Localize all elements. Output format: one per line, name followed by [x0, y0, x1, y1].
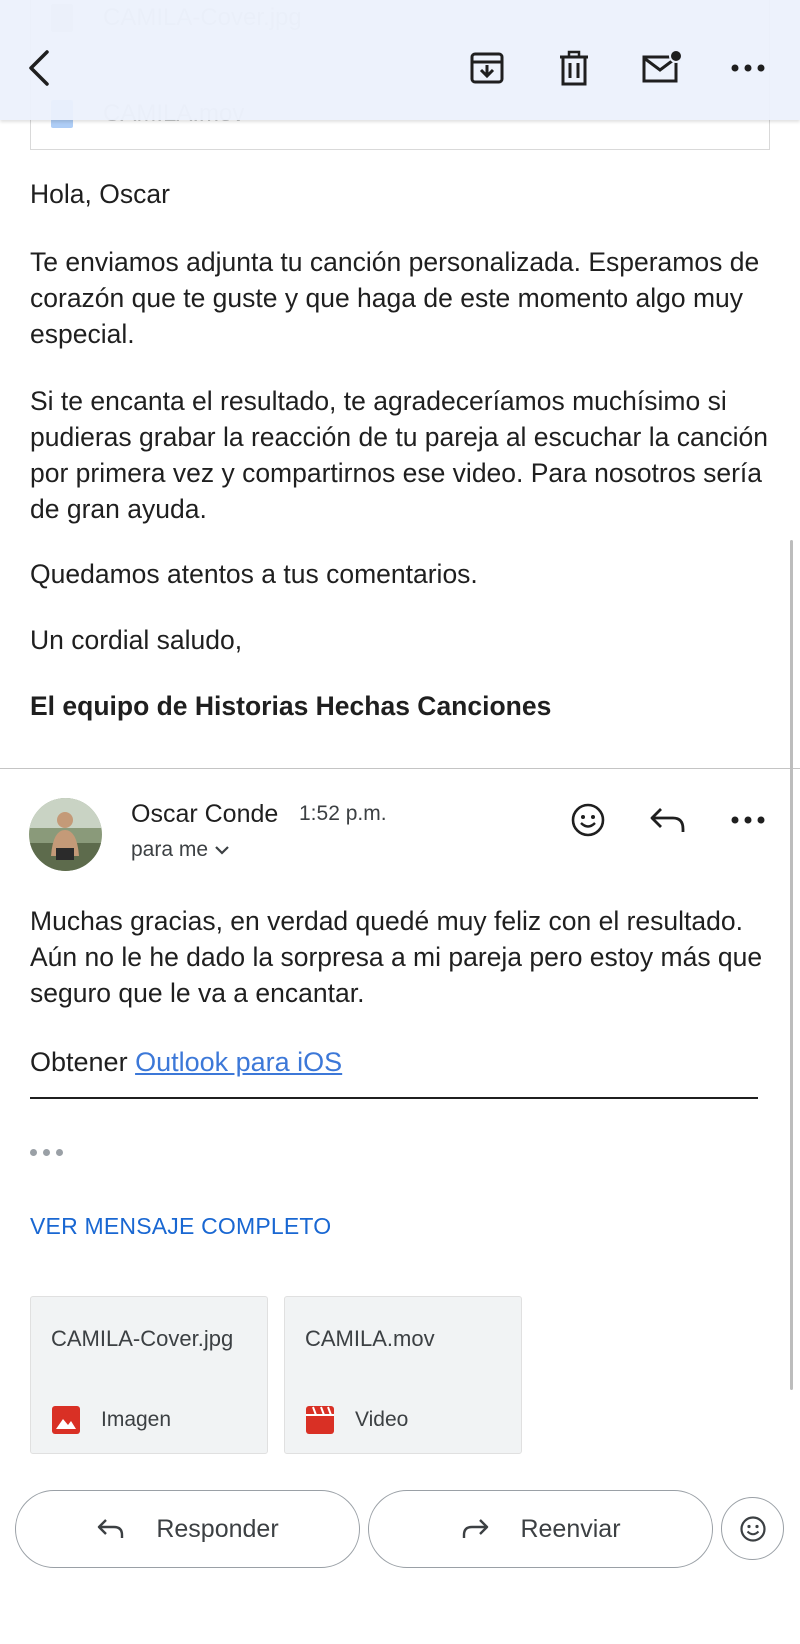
- add-reaction-button[interactable]: [560, 792, 616, 848]
- mark-unread-icon: [640, 48, 684, 88]
- top-toolbar: [0, 0, 800, 120]
- reply-action-button[interactable]: [15, 1490, 360, 1568]
- sender-avatar[interactable]: [29, 798, 102, 871]
- attachment-type-label: Imagen: [101, 1408, 172, 1431]
- delete-button[interactable]: [546, 40, 602, 96]
- more-options-button[interactable]: [720, 40, 776, 96]
- view-full-message-link[interactable]: VER MENSAJE COMPLETO: [30, 1213, 332, 1239]
- attachment-name: CAMILA-Cover.jpg: [51, 1326, 234, 1351]
- trash-icon: [554, 48, 594, 88]
- scrollbar[interactable]: [790, 540, 793, 1390]
- arrow-back-icon: [25, 48, 55, 88]
- forward-action-label: Reenviar: [520, 1514, 621, 1543]
- image-icon: [51, 1405, 81, 1435]
- emoji-icon: [570, 802, 606, 838]
- reply-action-label: Responder: [156, 1514, 279, 1543]
- signature-separator: [30, 1097, 758, 1099]
- email-signature: El equipo de Historias Hechas Canciones: [30, 691, 552, 721]
- email-paragraph: Te enviamos adjunta tu canción personalizada. Esperamos de corazón que te guste y que haga de este momento algo muy especial.: [30, 247, 760, 349]
- avatar-photo: [29, 798, 102, 871]
- outlook-promo: [30, 1047, 342, 1078]
- react-action-button[interactable]: [721, 1497, 784, 1560]
- video-icon: [305, 1405, 335, 1435]
- email-paragraph: Quedamos atentos a tus comentarios.: [30, 559, 478, 589]
- reply-icon: [96, 1517, 126, 1541]
- more-horizontal-icon: [730, 815, 766, 825]
- message-more-button[interactable]: [720, 792, 776, 848]
- forward-action-button[interactable]: [368, 1490, 713, 1568]
- attachment-card[interactable]: [30, 1296, 268, 1454]
- reply-icon: [649, 805, 687, 835]
- attachment-type: [51, 1405, 171, 1435]
- attachment-name: CAMILA.mov: [305, 1326, 435, 1351]
- chevron-down-icon: [214, 845, 230, 855]
- recipient-label: para me: [131, 838, 209, 861]
- reply-button[interactable]: [640, 792, 696, 848]
- attachment-type-label: Video: [355, 1408, 409, 1431]
- forward-icon: [460, 1517, 490, 1541]
- attachment-type: [305, 1405, 408, 1435]
- message-time: 1:52 p.m.: [299, 802, 387, 825]
- reply-text: Muchas gracias, en verdad quedé muy feliz con el resultado. Aún no le he dado la sorpresa a mi pareja pero estoy más que seguro que le va a encantar.: [30, 906, 763, 1008]
- archive-icon: [467, 48, 507, 88]
- mark-unread-button[interactable]: [634, 40, 690, 96]
- attachment-card[interactable]: [284, 1296, 522, 1454]
- email-greeting: Hola, Oscar: [30, 179, 170, 209]
- show-trimmed-content-button[interactable]: [30, 1145, 66, 1159]
- emoji-icon: [739, 1515, 767, 1543]
- outlook-promo-prefix: Obtener: [30, 1047, 128, 1077]
- back-button[interactable]: [12, 40, 68, 96]
- more-horizontal-icon: [730, 63, 766, 73]
- outlook-link[interactable]: Outlook para iOS: [135, 1047, 343, 1077]
- sender-name: Oscar Conde: [131, 800, 279, 828]
- message-divider: [0, 768, 800, 769]
- email-paragraph: Si te encanta el resultado, te agradeceríamos muchísimo si pudieras grabar la reacción de tu pareja al escuchar la canción por primera vez y compartirnos ese video. Para nosotros sería de gran ayuda.: [30, 386, 769, 524]
- email-closing: Un cordial saludo,: [30, 625, 243, 655]
- recipient-details-toggle[interactable]: [131, 838, 230, 862]
- archive-button[interactable]: [459, 40, 515, 96]
